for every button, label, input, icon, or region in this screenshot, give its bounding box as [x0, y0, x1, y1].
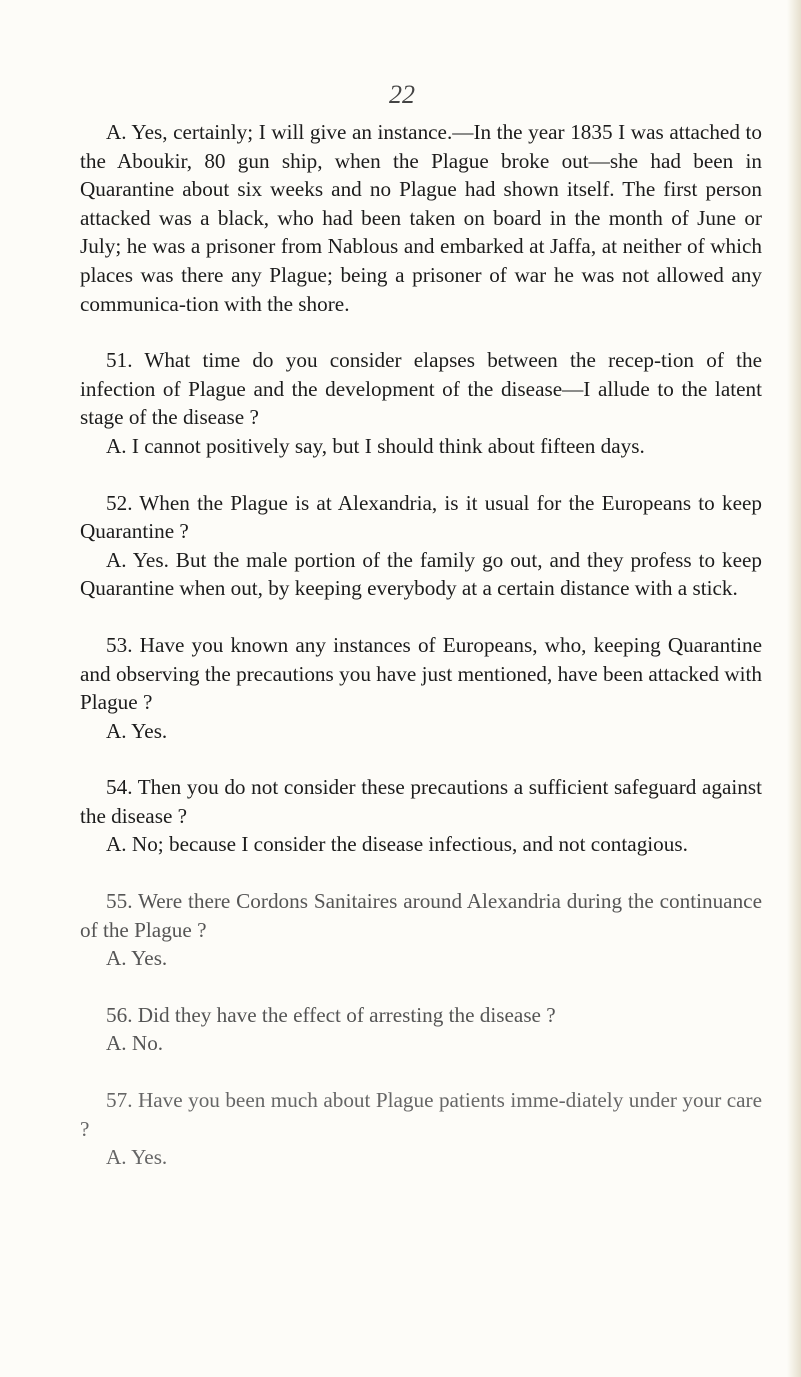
body-text: [80, 118, 762, 1172]
answer-57: A. Yes.: [106, 1145, 168, 1170]
answer-50: A. Yes, certainly; I will give an instance.—In the year 1835 I was attached to the Aboukir, 80 gun ship, when the Plague broke out—she had been in Quarantine about six weeks and no Plague had shown itself. The first person attacked was a black, who had been taken on board in the month of June or July; he was a prisoner from Nablous and embarked at Jaffa, at neither of which places was there any Plague; being a prisoner of war he was not allowed any communica-tion with the shore.: [80, 120, 762, 316]
answer-52: A. Yes. But the male portion of the family go out, and they profess to keep Quarantine when out, by keeping everybody at a certain distance with a stick.: [80, 547, 762, 601]
answer-54: A. No; because I consider the disease infectious, and not contagious.: [106, 832, 688, 857]
page-number: 22: [389, 80, 415, 109]
question-57: 57. Have you been much about Plague patients imme-diately under your care ?: [80, 1088, 762, 1141]
answer-51: A. I cannot positively say, but I should think about fifteen days.: [106, 433, 645, 458]
answer-56: A. No.: [106, 1031, 164, 1056]
question-53: 53. Have you known any instances of Europeans, who, keeping Quarantine and observing the precautions you have just mentioned, have been attacked with Plague ?: [80, 632, 762, 715]
answer-55: A. Yes.: [106, 946, 168, 971]
question-55: 55. Were there Cordons Sanitaires around Alexandria during the continuance of the Plague ?: [80, 889, 762, 942]
question-52: 52. When the Plague is at Alexandria, is it usual for the Europeans to keep Quarantine ?: [80, 490, 762, 544]
answer-53: A. Yes.: [106, 718, 168, 743]
question-54: 54. Then you do not consider these precautions a sufficient safeguard against the disease ?: [80, 775, 762, 828]
question-56: 56. Did they have the effect of arresting the disease ?: [106, 1002, 556, 1027]
question-51: 51. What time do you consider elapses between the recep-tion of the infection of Plague and the development of the disease—I allude to the latent stage of the disease ?: [80, 348, 762, 430]
page-edge-shadow: [787, 0, 801, 1377]
